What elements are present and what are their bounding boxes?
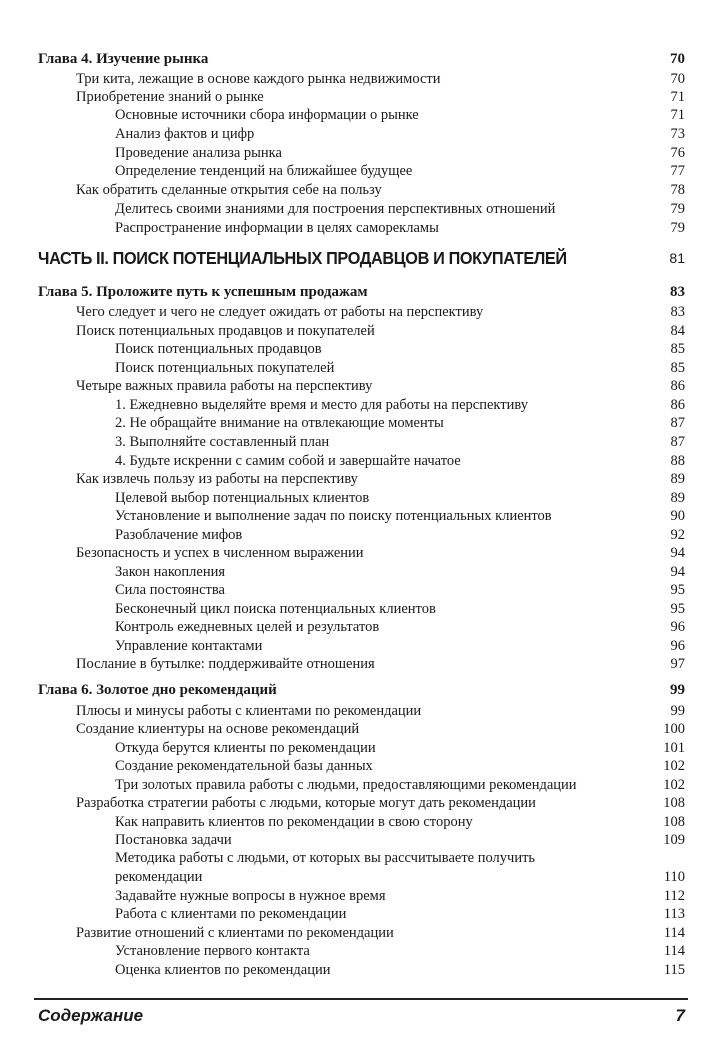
toc-entry-page: 84 (670, 323, 685, 339)
toc-entry[interactable] (0, 702, 722, 721)
toc-entry-page: 96 (670, 619, 685, 635)
toc-entry-title: Как обратить сделанные открытия себе на пользу (76, 182, 382, 198)
toc-entry-page: 96 (670, 638, 685, 654)
toc-entry-title: Откуда берутся клиенты по рекомендации (115, 740, 376, 756)
toc-entry-page: 100 (663, 721, 685, 737)
toc-entry[interactable] (0, 905, 722, 924)
toc-entry-title: Развитие отношений с клиентами по рекомендации (76, 925, 394, 941)
toc-entry[interactable] (0, 414, 722, 433)
toc-part-heading[interactable] (0, 249, 722, 268)
toc-chapter-entry[interactable] (0, 283, 722, 302)
toc-entry-title: Послание в бутылке: поддерживайте отношения (76, 656, 375, 672)
toc-entry-title: Поиск потенциальных покупателей (115, 360, 335, 376)
toc-entry-title: Проведение анализа рынка (115, 145, 282, 161)
toc-entry-page: 83 (670, 304, 685, 320)
toc-entry-title: Как направить клиентов по рекомендации в свою сторону (115, 814, 473, 830)
toc-entry-title: Целевой выбор потенциальных клиентов (115, 490, 370, 506)
toc-entry-title: Постановка задачи (115, 832, 232, 848)
toc-entry[interactable] (0, 655, 722, 674)
toc-entry-title: Поиск потенциальных продавцов и покупателей (76, 323, 375, 339)
toc-entry-title: Основные источники сбора информации о рынке (115, 107, 419, 123)
toc-entry-page: 76 (670, 145, 685, 161)
toc-entry[interactable] (0, 849, 722, 868)
toc-entry-page: 87 (670, 415, 685, 431)
toc-entry[interactable] (0, 544, 722, 563)
toc-entry[interactable] (0, 720, 722, 739)
toc-entry-title: Глава 4. Изучение рынка (38, 51, 209, 67)
toc-entry-title: 4. Будьте искренни с самим собой и завершайте начатое (115, 453, 461, 469)
toc-entry-page: 71 (670, 89, 685, 105)
toc-entry-title: 3. Выполняйте составленный план (115, 434, 330, 450)
toc-entry[interactable] (0, 106, 722, 125)
toc-entry[interactable] (0, 88, 722, 107)
toc-entry[interactable] (0, 433, 722, 452)
toc-entry-page: 108 (663, 814, 685, 830)
toc-entry-title: Задавайте нужные вопросы в нужное время (115, 888, 386, 904)
toc-entry-title: Делитесь своими знаниями для построения перспективных отношений (115, 201, 556, 217)
toc-entry-page: 99 (670, 703, 685, 719)
footer-rule (34, 998, 688, 1000)
toc-entry[interactable] (0, 776, 722, 795)
toc-entry-title: Работа с клиентами по рекомендации (115, 906, 347, 922)
toc-entry[interactable] (0, 794, 722, 813)
toc-entry-page: 78 (670, 182, 685, 198)
toc-entry-title: Три кита, лежащие в основе каждого рынка недвижимости (76, 71, 441, 87)
toc-entry-title: Управление контактами (115, 638, 263, 654)
toc-entry-title: Глава 5. Проложите путь к успешным продажам (38, 284, 368, 300)
toc-entry-title: Распространение информации в целях саморекламы (115, 220, 439, 236)
toc-entry-title: Плюсы и минусы работы с клиентами по рекомендации (76, 703, 422, 719)
toc-entry-page: 79 (670, 201, 685, 217)
toc-entry-title: Приобретение знаний о рынке (76, 89, 264, 105)
toc-entry[interactable] (0, 637, 722, 656)
toc-entry-title: Создание клиентуры на основе рекомендаций (76, 721, 360, 737)
toc-entry-page: 73 (670, 126, 685, 142)
footer-page-number: 7 (675, 1006, 685, 1025)
toc-entry-page: 109 (663, 832, 685, 848)
toc-entry-page: 77 (670, 163, 685, 179)
toc-entry-page: 95 (670, 582, 685, 598)
toc-entry[interactable] (0, 757, 722, 776)
toc-entry-page: 94 (670, 545, 685, 561)
toc-entry-page: 90 (670, 508, 685, 524)
toc-entry-title: рекомендации (115, 869, 203, 885)
toc-entry-title: Поиск потенциальных продавцов (115, 341, 322, 357)
toc-entry-page: 70 (670, 71, 685, 87)
toc-entry-page: 86 (670, 378, 685, 394)
toc-entry[interactable] (0, 739, 722, 758)
toc-entry[interactable] (0, 452, 722, 471)
footer-section-title: Содержание (38, 1006, 144, 1025)
toc-entry-title: Создание рекомендательной базы данных (115, 758, 373, 774)
toc-entry[interactable] (0, 489, 722, 508)
toc-entry[interactable] (0, 924, 722, 943)
toc-entry-page: 112 (663, 888, 685, 904)
toc-entry[interactable] (0, 813, 722, 832)
toc-entry-page: 92 (670, 527, 685, 543)
toc-entry-page: 83 (670, 284, 685, 300)
toc-entry-title: Установление первого контакта (115, 943, 310, 959)
toc-entry[interactable] (0, 181, 722, 200)
toc-entry[interactable] (0, 507, 722, 526)
toc-entry-title: Глава 6. Золотое дно рекомендаций (38, 682, 277, 698)
toc-entry-title: Безопасность и успех в численном выражении (76, 545, 364, 561)
toc-entry[interactable] (0, 396, 722, 415)
toc-chapter-entry[interactable] (0, 50, 722, 69)
toc-entry[interactable] (0, 942, 722, 961)
toc-entry[interactable] (0, 340, 722, 359)
toc-entry-page: 89 (670, 471, 685, 487)
toc-entry[interactable] (0, 322, 722, 341)
toc-entry[interactable] (0, 887, 722, 906)
toc-entry-title: Бесконечный цикл поиска потенциальных клиентов (115, 601, 436, 617)
toc-entry[interactable] (0, 200, 722, 219)
toc-entry-title: Установление и выполнение задач по поиску потенциальных клиентов (115, 508, 552, 524)
toc-chapter-entry[interactable] (0, 681, 722, 700)
toc-entry[interactable] (0, 144, 722, 163)
toc-entry[interactable] (0, 600, 722, 619)
toc-entry-title: Разработка стратегии работы с людьми, которые могут дать рекомендации (76, 795, 536, 811)
toc-entry-title: Определение тенденций на ближайшее будущее (115, 163, 413, 179)
toc-entry-page: 114 (663, 925, 685, 941)
toc-entry-page: 102 (663, 758, 685, 774)
toc-entry[interactable] (0, 70, 722, 89)
toc-entry-title: Разоблачение мифов (115, 527, 243, 543)
toc-entry[interactable] (0, 125, 722, 144)
toc-entry-page: 71 (670, 107, 685, 123)
toc-entry-page: 81 (669, 250, 685, 266)
toc-entry[interactable] (0, 581, 722, 600)
toc-entry-title: Сила постоянства (115, 582, 225, 598)
toc-entry-page: 97 (670, 656, 685, 672)
toc-entry-page: 95 (670, 601, 685, 617)
toc-entry-page: 89 (670, 490, 685, 506)
toc-entry-page: 115 (663, 962, 685, 978)
toc-entry-title: Методика работы с людьми, от которых вы рассчитываете получить (115, 850, 536, 866)
toc-entry-page: 70 (670, 51, 685, 67)
toc-entry-page: 110 (663, 869, 685, 885)
toc-entry-title: Оценка клиентов по рекомендации (115, 962, 331, 978)
toc-entry[interactable] (0, 303, 722, 322)
toc-entry[interactable] (0, 526, 722, 545)
toc-entry-page: 88 (670, 453, 685, 469)
toc-entry-title: 2. Не обращайте внимание на отвлекающие моменты (115, 415, 444, 431)
toc-entry[interactable] (0, 359, 722, 378)
toc-entry-page: 102 (663, 777, 685, 793)
toc-entry-page: 94 (670, 564, 685, 580)
toc-entry[interactable] (0, 219, 722, 238)
toc-entry-title: Анализ фактов и цифр (115, 126, 255, 142)
toc-entry[interactable] (0, 162, 722, 181)
toc-entry-page: 99 (670, 682, 685, 698)
toc-entry[interactable] (0, 377, 722, 396)
toc-entry-page: 86 (670, 397, 685, 413)
toc-entry[interactable] (0, 831, 722, 850)
toc-entry-title: Три золотых правила работы с людьми, предоставляющими рекомендации (115, 777, 577, 793)
toc-entry-page: 108 (663, 795, 685, 811)
toc-entry-title: Чего следует и чего не следует ожидать от работы на перспективу (76, 304, 484, 320)
toc-entry-title: Контроль ежедневных целей и результатов (115, 619, 380, 635)
toc-entry[interactable] (0, 470, 722, 489)
toc-entry[interactable] (0, 868, 722, 887)
toc-entry-title: ЧАСТЬ II. ПОИСК ПОТЕНЦИАЛЬНЫХ ПРОДАВЦОВ И ПОКУПАТЕЛЕЙ (38, 248, 567, 268)
toc-entry-page: 79 (670, 220, 685, 236)
toc-entry-page: 114 (663, 943, 685, 959)
toc-entry[interactable] (0, 563, 722, 582)
toc-entry-title: Четыре важных правила работы на перспективу (76, 378, 373, 394)
toc-entry-page: 87 (670, 434, 685, 450)
toc-entry-title: Как извлечь пользу из работы на перспективу (76, 471, 358, 487)
toc-entry-title: Закон накопления (115, 564, 226, 580)
toc-entry[interactable] (0, 618, 722, 637)
toc-entry-title: 1. Ежедневно выделяйте время и место для работы на перспективу (115, 397, 528, 413)
toc-entry[interactable] (0, 961, 722, 980)
toc-entry-page: 85 (670, 341, 685, 357)
toc-entry-page: 113 (663, 906, 685, 922)
toc-entry-page: 85 (670, 360, 685, 376)
toc-entry-page: 101 (663, 740, 685, 756)
